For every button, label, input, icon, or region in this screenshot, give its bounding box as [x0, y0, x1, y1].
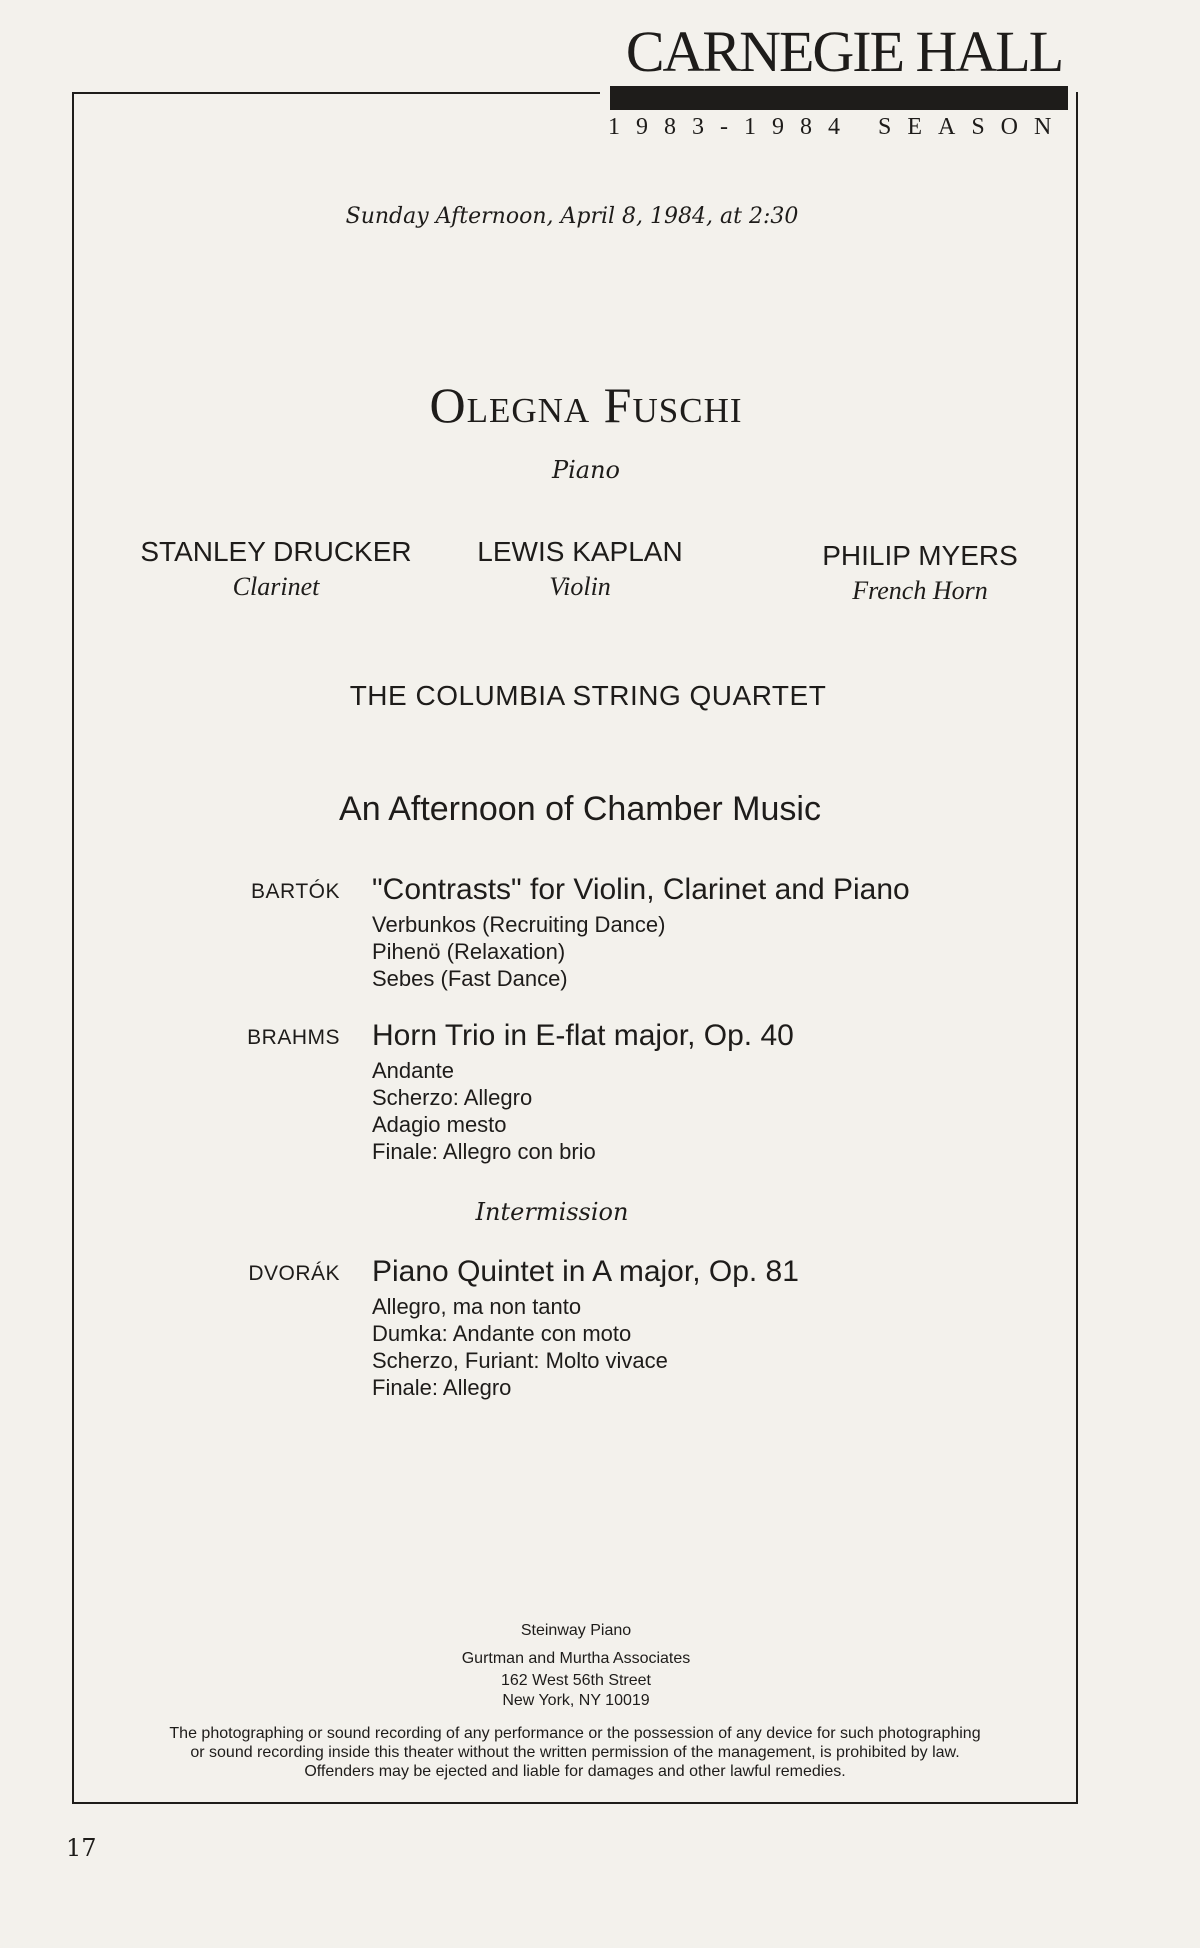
movement: Dumka: Andante con moto — [372, 1321, 632, 1346]
management-name: Gurtman and Murtha Associates — [461, 1650, 691, 1667]
notice-line: Offenders may be ejected and liable for damages and other lawful remedies. — [304, 1763, 846, 1780]
season-label: 1983-1984 SEASON — [608, 114, 1068, 140]
notice-line: or sound recording inside this theater without the written permission of the management, is prohibited by law. — [190, 1744, 960, 1761]
soloist-instrument: Piano — [551, 456, 621, 484]
intermission-label: Intermission — [475, 1198, 629, 1226]
movement-list — [372, 1057, 596, 1165]
concert-title: An Afternoon of Chamber Music — [339, 790, 821, 828]
movement: Verbunkos (Recruiting Dance) — [372, 912, 666, 937]
work-title: Piano Quintet in A major, Op. 81 — [372, 1255, 799, 1288]
performer-name: PHILIP MYERS — [822, 540, 1018, 571]
ensemble-name: THE COLUMBIA STRING QUARTET — [349, 680, 827, 711]
performer — [390, 536, 770, 602]
management-address-street: 162 West 56th Street — [500, 1672, 651, 1689]
composer-name: BRAHMS — [247, 1026, 340, 1049]
work-title: Horn Trio in E-flat major, Op. 40 — [372, 1019, 794, 1052]
venue-title: CARNEGIE HALL — [625, 19, 1063, 84]
management-address-city: New York, NY 10019 — [502, 1692, 650, 1709]
performer-name: STANLEY DRUCKER — [140, 536, 412, 567]
piano-credit: Steinway Piano — [520, 1622, 632, 1639]
composer-name: DVORÁK — [248, 1262, 340, 1285]
composer-name: BARTÓK — [251, 880, 340, 903]
performer-instrument: Clarinet — [232, 572, 320, 601]
movement: Finale: Allegro con brio — [372, 1139, 596, 1164]
notice-line: The photographing or sound recording of any performance or the possession of any device for such photographing — [169, 1725, 981, 1742]
performer-name: LEWIS KAPLAN — [477, 536, 683, 567]
movement: Sebes (Fast Dance) — [372, 966, 568, 991]
movement: Allegro, ma non tanto — [372, 1294, 582, 1319]
page-number: 17 — [66, 1834, 97, 1862]
movement: Pihenö (Relaxation) — [372, 939, 566, 964]
recording-notice — [92, 1724, 1058, 1781]
movement: Finale: Allegro — [372, 1375, 512, 1400]
work-title: "Contrasts" for Violin, Clarinet and Piano — [372, 873, 910, 906]
movement: Andante — [372, 1058, 454, 1083]
movement: Adagio mesto — [372, 1112, 507, 1137]
concert-date: Sunday Afternoon, April 8, 1984, at 2:30 — [345, 204, 799, 229]
movement: Scherzo: Allegro — [372, 1085, 533, 1110]
movement-list — [372, 1293, 668, 1401]
venue-title-bar — [610, 86, 1068, 110]
movement-list — [372, 911, 665, 992]
performer-instrument: Violin — [549, 572, 611, 601]
soloist-name: Olegna Fuschi — [429, 377, 743, 433]
movement: Scherzo, Furiant: Molto vivace — [372, 1348, 668, 1373]
performer-instrument: French Horn — [852, 576, 988, 605]
performer — [730, 540, 1110, 606]
